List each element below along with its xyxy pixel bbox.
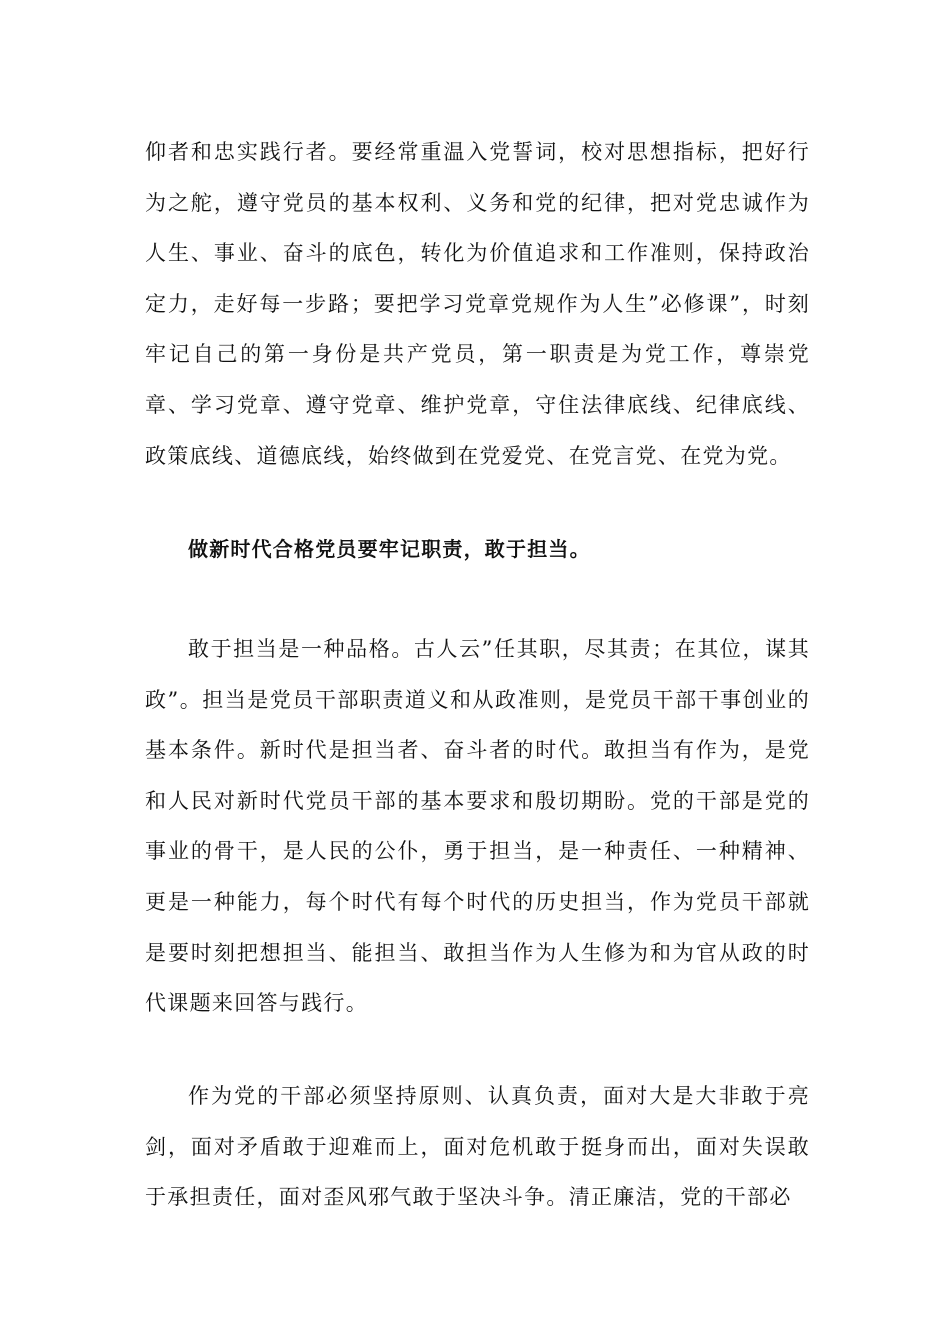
section-heading: 做新时代合格党员要牢记职责，敢于担当。 xyxy=(188,537,591,561)
paragraph-continued: 仰者和忠实践行者。要经常重温入党誓词，校对思想指标，把好行为之舵，遵守党员的基本权利、义务和党的纪律，把对党忠诚作为人生、事业、奋斗的底色，转化为价值追求和工作准则，保持政治定力，走好每一步路；要把学习党章党规作为人生”必修课”，时刻牢记自己的第一身份是共产党员，第一职责是为党工作，尊崇党章、学习党章、遵守党章、维护党章，守住法律底线、纪律底线、政策底线、道德底线，始终做到在党爱党、在党言党、在党为党。 xyxy=(145,140,810,468)
paragraph-principles: 作为党的干部必须坚持原则、认真负责，面对大是大非敢于亮剑，面对矛盾敢于迎难而上，面对危机敢于挺身而出，面对失误敢于承担责任，面对歪风邪气敢于坚决斗争。清正廉洁，党的干部必 xyxy=(145,1084,810,1210)
paragraph-responsibility: 敢于担当是一种品格。古人云”任其职，尽其责；在其位，谋其政”。担当是党员干部职责道义和从政准则，是党员干部干事创业的基本条件。新时代是担当者、奋斗者的时代。敢担当有作为，是党和人民对新时代党员干部的基本要求和殷切期盼。党的干部是党的事业的骨干，是人民的公仆，勇于担当，是一种责任、一种精神、更是一种能力，每个时代有每个时代的历史担当，作为党员干部就是要时刻把想担当、能担当、敢担当作为人生修为和为官从政的时代课题来回答与践行。 xyxy=(145,637,810,1016)
